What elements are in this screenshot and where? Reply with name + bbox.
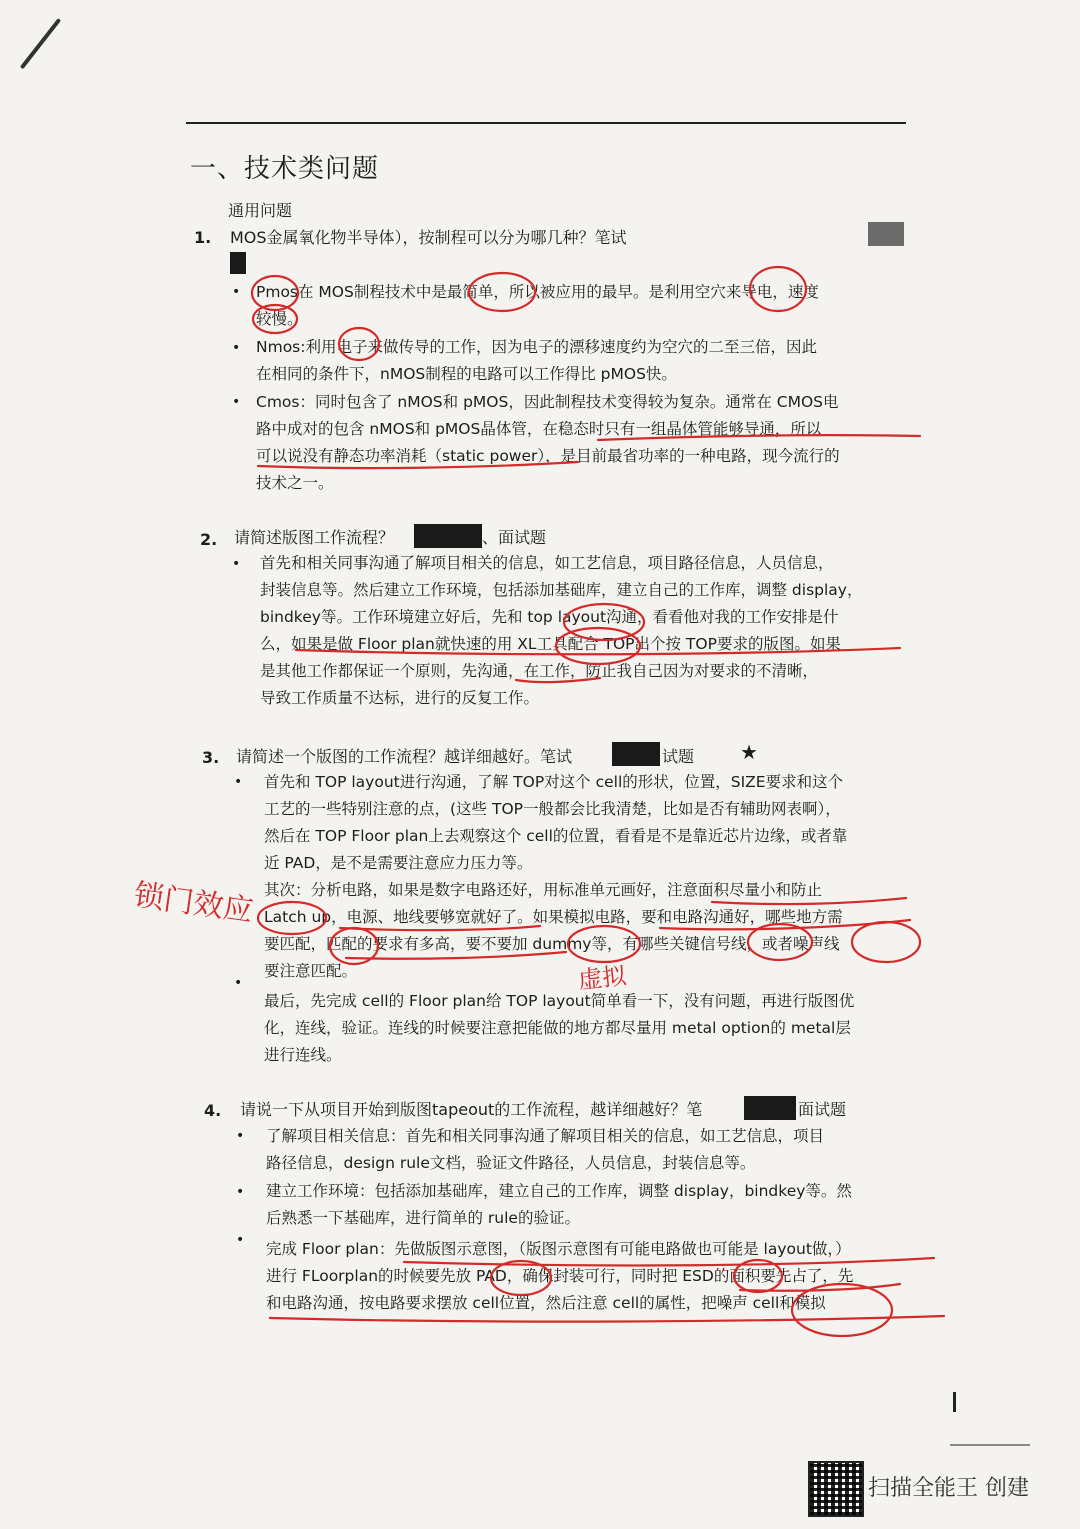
answer-line: Pmos在 MOS制程技术中是最简单，所以被应用的最早。是利用空穴来导电，速度 <box>256 283 819 301</box>
answer-line: 么，如果是做 Floor plan就快速的用 XL工具配合 TOP出个按 TOP要求的版图。如果 <box>260 635 841 653</box>
question-title: 请简述版图工作流程？ <box>234 528 395 547</box>
question-title: 请简述一个版图的工作流程？越详细越好。笔试 <box>236 747 573 766</box>
header-rule <box>186 122 906 124</box>
bullet: • <box>236 1128 245 1144</box>
circle-noise <box>852 922 920 962</box>
bullet: • <box>232 394 241 410</box>
answer-line: 然后在 TOP Floor plan上去观察这个 cell的位置，看看是不是靠近芯片边缘，或者靠 <box>264 827 848 845</box>
bullet: • <box>236 1184 245 1200</box>
answer-line: 进行连线。 <box>264 1046 342 1064</box>
question-number: 1. <box>194 228 212 247</box>
answer-line: 技术之一。 <box>256 474 334 492</box>
handwritten-note-dummy: 虚拟 <box>576 961 628 995</box>
answer-line: 是其他工作都保证一个原则，先沟通，在工作，防止我自己因为对要求的不清晰， <box>260 662 819 680</box>
answer-line: 首先和 TOP layout进行沟通，了解 TOP对这个 cell的形状，位置，SIZE要求和这个 <box>264 773 844 791</box>
redaction-box <box>868 222 904 246</box>
question-number: 2. <box>200 530 218 549</box>
handwritten-note-latchup: 锁门效应 <box>131 877 256 930</box>
question-number: 4. <box>204 1101 222 1120</box>
redaction-box <box>230 252 246 274</box>
star-icon: ★ <box>740 740 758 764</box>
answer-line: 其次：分析电路，如果是数字电路还好，用标准单元画好，注意面积尽量小和防止 <box>264 881 823 899</box>
question-title: 请说一下从项目开始到版图tapeout的工作流程，越详细越好？笔 <box>240 1100 703 1119</box>
answer-line: 最后，先完成 cell的 Floor plan给 TOP layout简单看一下，没有问题，再进行版图优 <box>264 992 855 1010</box>
question-title: MOS金属氧化物半导体），按制程可以分为哪几种？笔试 <box>230 228 627 247</box>
page-mark <box>953 1392 956 1412</box>
section-heading: 一、技术类问题 <box>190 154 380 184</box>
answer-line: 完成 Floor plan：先做版图示意图，（版图示意图有可能电路做也可能是 layout做，） <box>266 1240 851 1258</box>
question-title-tail: 面试题 <box>798 1100 847 1119</box>
answer-line: Nmos:利用电子来做传导的工作，因为电子的漂移速度约为空穴的二至三倍，因此 <box>256 338 817 356</box>
pen-stroke <box>20 18 61 69</box>
question-number: 3. <box>202 748 220 767</box>
answer-line: 较慢。 <box>256 310 303 328</box>
answer-line: 路中成对的包含 nMOS和 pMOS晶体管，在稳态时只有一组晶体管能够导通，所以 <box>256 420 822 438</box>
answer-line: 进行 FLoorplan的时候要先放 PAD，确保封装可行，同时把 ESD的面积要先占了，先 <box>266 1267 854 1285</box>
answer-line: 路径信息，design rule文档，验证文件路径，人员信息，封装信息等。 <box>266 1154 756 1172</box>
answer-line: 要匹配，匹配的要求有多高，要不要加 dummy等，有哪些关键信号线，或者噪声线 <box>264 935 840 953</box>
answer-line: 了解项目相关信息：首先和相关同事沟通了解项目相关的信息，如工艺信息，项目 <box>266 1127 825 1145</box>
answer-line: 在相同的条件下，nMOS制程的电路可以工作得比 pMOS快。 <box>256 365 677 383</box>
answer-line: 和电路沟通，按电路要求摆放 cell位置，然后注意 cell的属性，把噪声 cell和模拟 <box>266 1294 826 1312</box>
answer-line: 首先和相关同事沟通了解项目相关的信息，如工艺信息，项目路径信息，人员信息， <box>260 554 834 572</box>
answer-line: Latch up，电源、地线要够宽就好了。如果模拟电路，要和电路沟通好，哪些地方需 <box>264 908 843 926</box>
answer-line: 可以说没有静态功率消耗（static power），是目前最省功率的一种电路，现今流行的 <box>256 447 840 465</box>
redaction-box <box>744 1096 796 1120</box>
bullet: • <box>232 340 241 356</box>
redaction-box <box>414 524 482 548</box>
answer-line: 建立工作环境：包括添加基础库，建立自己的工作库，调整 display，bindkey等。然 <box>266 1182 852 1200</box>
bullet: • <box>232 556 241 572</box>
answer-line: 封装信息等。然后建立工作环境，包括添加基础库，建立自己的工作库，调整 display， <box>260 581 863 599</box>
qr-code-icon <box>808 1461 864 1517</box>
bullet: • <box>234 975 243 991</box>
answer-line: 工艺的一些特别注意的点，(这些 TOP一般都会比我清楚，比如是否有辅助网表啊）， <box>264 800 841 818</box>
redaction-box <box>612 742 660 766</box>
bullet: • <box>232 284 241 300</box>
answer-line: 化，连线，验证。连线的时候要注意把能做的地方都尽量用 metal option的 metal层 <box>264 1019 851 1037</box>
answer-line: 近 PAD，是不是需要注意应力压力等。 <box>264 854 533 872</box>
question-title-tail: 试题 <box>662 747 695 766</box>
bullet: • <box>236 1232 245 1248</box>
footer-rule <box>950 1444 1030 1446</box>
answer-line: bindkey等。工作环境建立好后，先和 top layout沟通，看看他对我的工作安排是什 <box>260 608 839 626</box>
answer-line: Cmos：同时包含了 nMOS和 pMOS，因此制程技术变得较为复杂。通常在 CMOS电 <box>256 393 839 411</box>
question-title-tail: 、面试题 <box>482 528 547 547</box>
bullet: • <box>234 774 243 790</box>
answer-line: 要注意匹配。 <box>264 962 358 980</box>
answer-line: 后熟悉一下基础库，进行简单的 rule的验证。 <box>266 1209 580 1227</box>
subsection-heading: 通用问题 <box>228 201 293 220</box>
scanner-watermark: 扫描全能王 创建 <box>868 1476 1029 1501</box>
answer-line: 导致工作质量不达标，进行的反复工作。 <box>260 689 540 707</box>
